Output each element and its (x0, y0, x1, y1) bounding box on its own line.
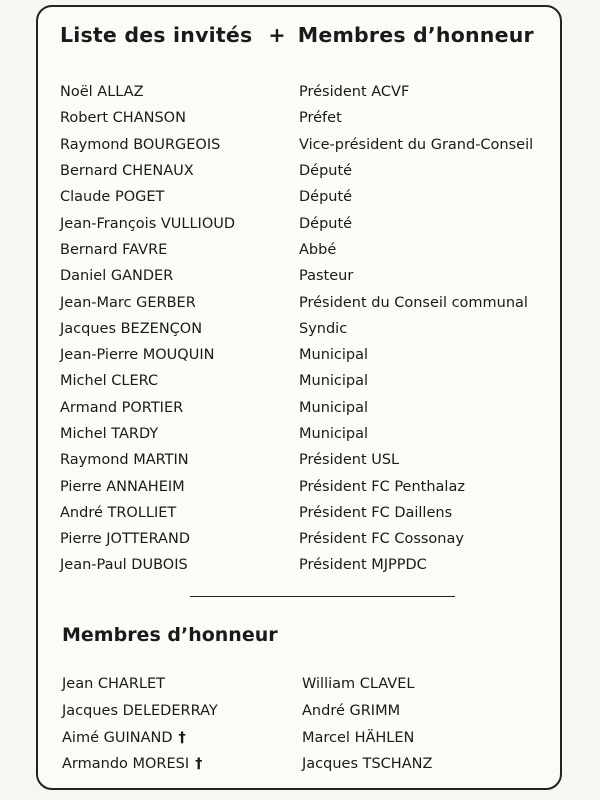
guest-name: Jean-Paul DUBOIS (60, 557, 188, 574)
page-title (60, 23, 534, 47)
guest-role: Président FC Cossonay (299, 531, 464, 548)
honorary-member-name: Aimé GUINAND (62, 729, 173, 746)
guest-row (60, 500, 550, 526)
guest-name: Michel TARDY (60, 426, 159, 442)
honorary-member-name: Jean CHARLET (62, 676, 166, 693)
honorary-member (302, 698, 542, 725)
guest-list (60, 79, 550, 579)
guest-role: Député (299, 215, 353, 232)
guest-row (60, 158, 550, 184)
guest-name: Pierre ANNAHEIM (60, 478, 185, 495)
guest-role: Municipal (299, 373, 369, 390)
guest-role: Président du Conseil communal (299, 294, 528, 311)
guest-role: Député (299, 163, 353, 180)
guest-row (60, 316, 550, 342)
guest-name: Claude POGET (60, 189, 165, 206)
guest-name: Jacques BEZENÇON (60, 320, 203, 337)
guest-name: Michel CLERC (60, 373, 159, 390)
guest-name: Pierre JOTTERAND (60, 531, 190, 548)
guest-row (60, 210, 550, 236)
guest-role: Syndic (299, 320, 348, 337)
guest-role: Municipal (299, 426, 369, 442)
honorary-member (302, 724, 542, 751)
guest-name: Jean-François VULLIOUD (60, 215, 236, 232)
honorary-member-name: Armando MORESI (62, 756, 190, 773)
guest-name: Bernard CHENAUX (60, 163, 194, 180)
guest-name: Daniel GANDER (60, 268, 174, 285)
guest-role: Vice-président du Grand-Conseil (299, 136, 534, 153)
honorary-member (302, 751, 542, 778)
deceased-dagger-icon: † (178, 729, 186, 746)
honorary-member-name: Jacques TSCHANZ (302, 756, 433, 773)
guest-name: Raymond BOURGEOIS (60, 136, 221, 153)
guest-role: Abbé (299, 241, 337, 258)
guest-row (60, 342, 550, 368)
honorary-member-name: Marcel HÄHLEN (302, 729, 415, 746)
honorary-member (62, 698, 302, 725)
guest-role: Président MJPPDC (299, 557, 427, 574)
guest-name: Jean-Marc GERBER (60, 294, 196, 311)
guest-name: Jean-Pierre MOUQUIN (60, 347, 215, 364)
honorary-member-name: William CLAVEL (302, 676, 415, 693)
honorary-member (62, 724, 302, 751)
guest-role: Député (299, 189, 353, 206)
guest-row (60, 79, 550, 105)
guest-row (60, 368, 550, 394)
honorary-member-name: Jacques DELEDERRAY (62, 703, 218, 720)
guest-role: Municipal (299, 347, 369, 364)
honorary-members-list (62, 671, 542, 778)
title-plus: + (268, 23, 286, 47)
guest-row (60, 289, 550, 315)
guest-name: Noël ALLAZ (60, 84, 144, 101)
guest-row (60, 105, 550, 131)
guest-role: Président FC Daillens (299, 504, 453, 521)
honorary-member-name: André GRIMM (302, 703, 401, 720)
guest-role: Pasteur (299, 268, 354, 285)
guest-role: Président FC Penthalaz (299, 478, 465, 495)
guest-row (60, 263, 550, 289)
deceased-dagger-icon: † (195, 756, 203, 773)
guest-row (60, 421, 550, 447)
guest-row (60, 395, 550, 421)
title-honorary-members: Membres d’honneur (297, 23, 534, 47)
guest-name: Robert CHANSON (60, 110, 186, 127)
guest-row (60, 552, 550, 578)
guest-row (60, 237, 550, 263)
guest-row (60, 473, 550, 499)
guest-role: Président ACVF (299, 84, 410, 101)
guest-name: Armand PORTIER (60, 399, 184, 416)
guest-name: Raymond MARTIN (60, 452, 189, 469)
guest-row (60, 526, 550, 552)
guest-role: Président USL (299, 452, 400, 469)
honorary-members-heading: Membres d’honneur (62, 624, 278, 646)
guest-row (60, 132, 550, 158)
section-divider (190, 596, 455, 597)
guest-role: Municipal (299, 399, 369, 416)
document-card (36, 5, 562, 790)
honorary-member (62, 671, 302, 698)
guest-row (60, 184, 550, 210)
guest-role: Préfet (299, 110, 342, 127)
honorary-member (302, 671, 542, 698)
guest-name: André TROLLIET (60, 504, 177, 521)
guest-row (60, 447, 550, 473)
guest-name: Bernard FAVRE (60, 241, 168, 258)
honorary-member (62, 751, 302, 778)
title-guest-list: Liste des invités (60, 23, 253, 47)
